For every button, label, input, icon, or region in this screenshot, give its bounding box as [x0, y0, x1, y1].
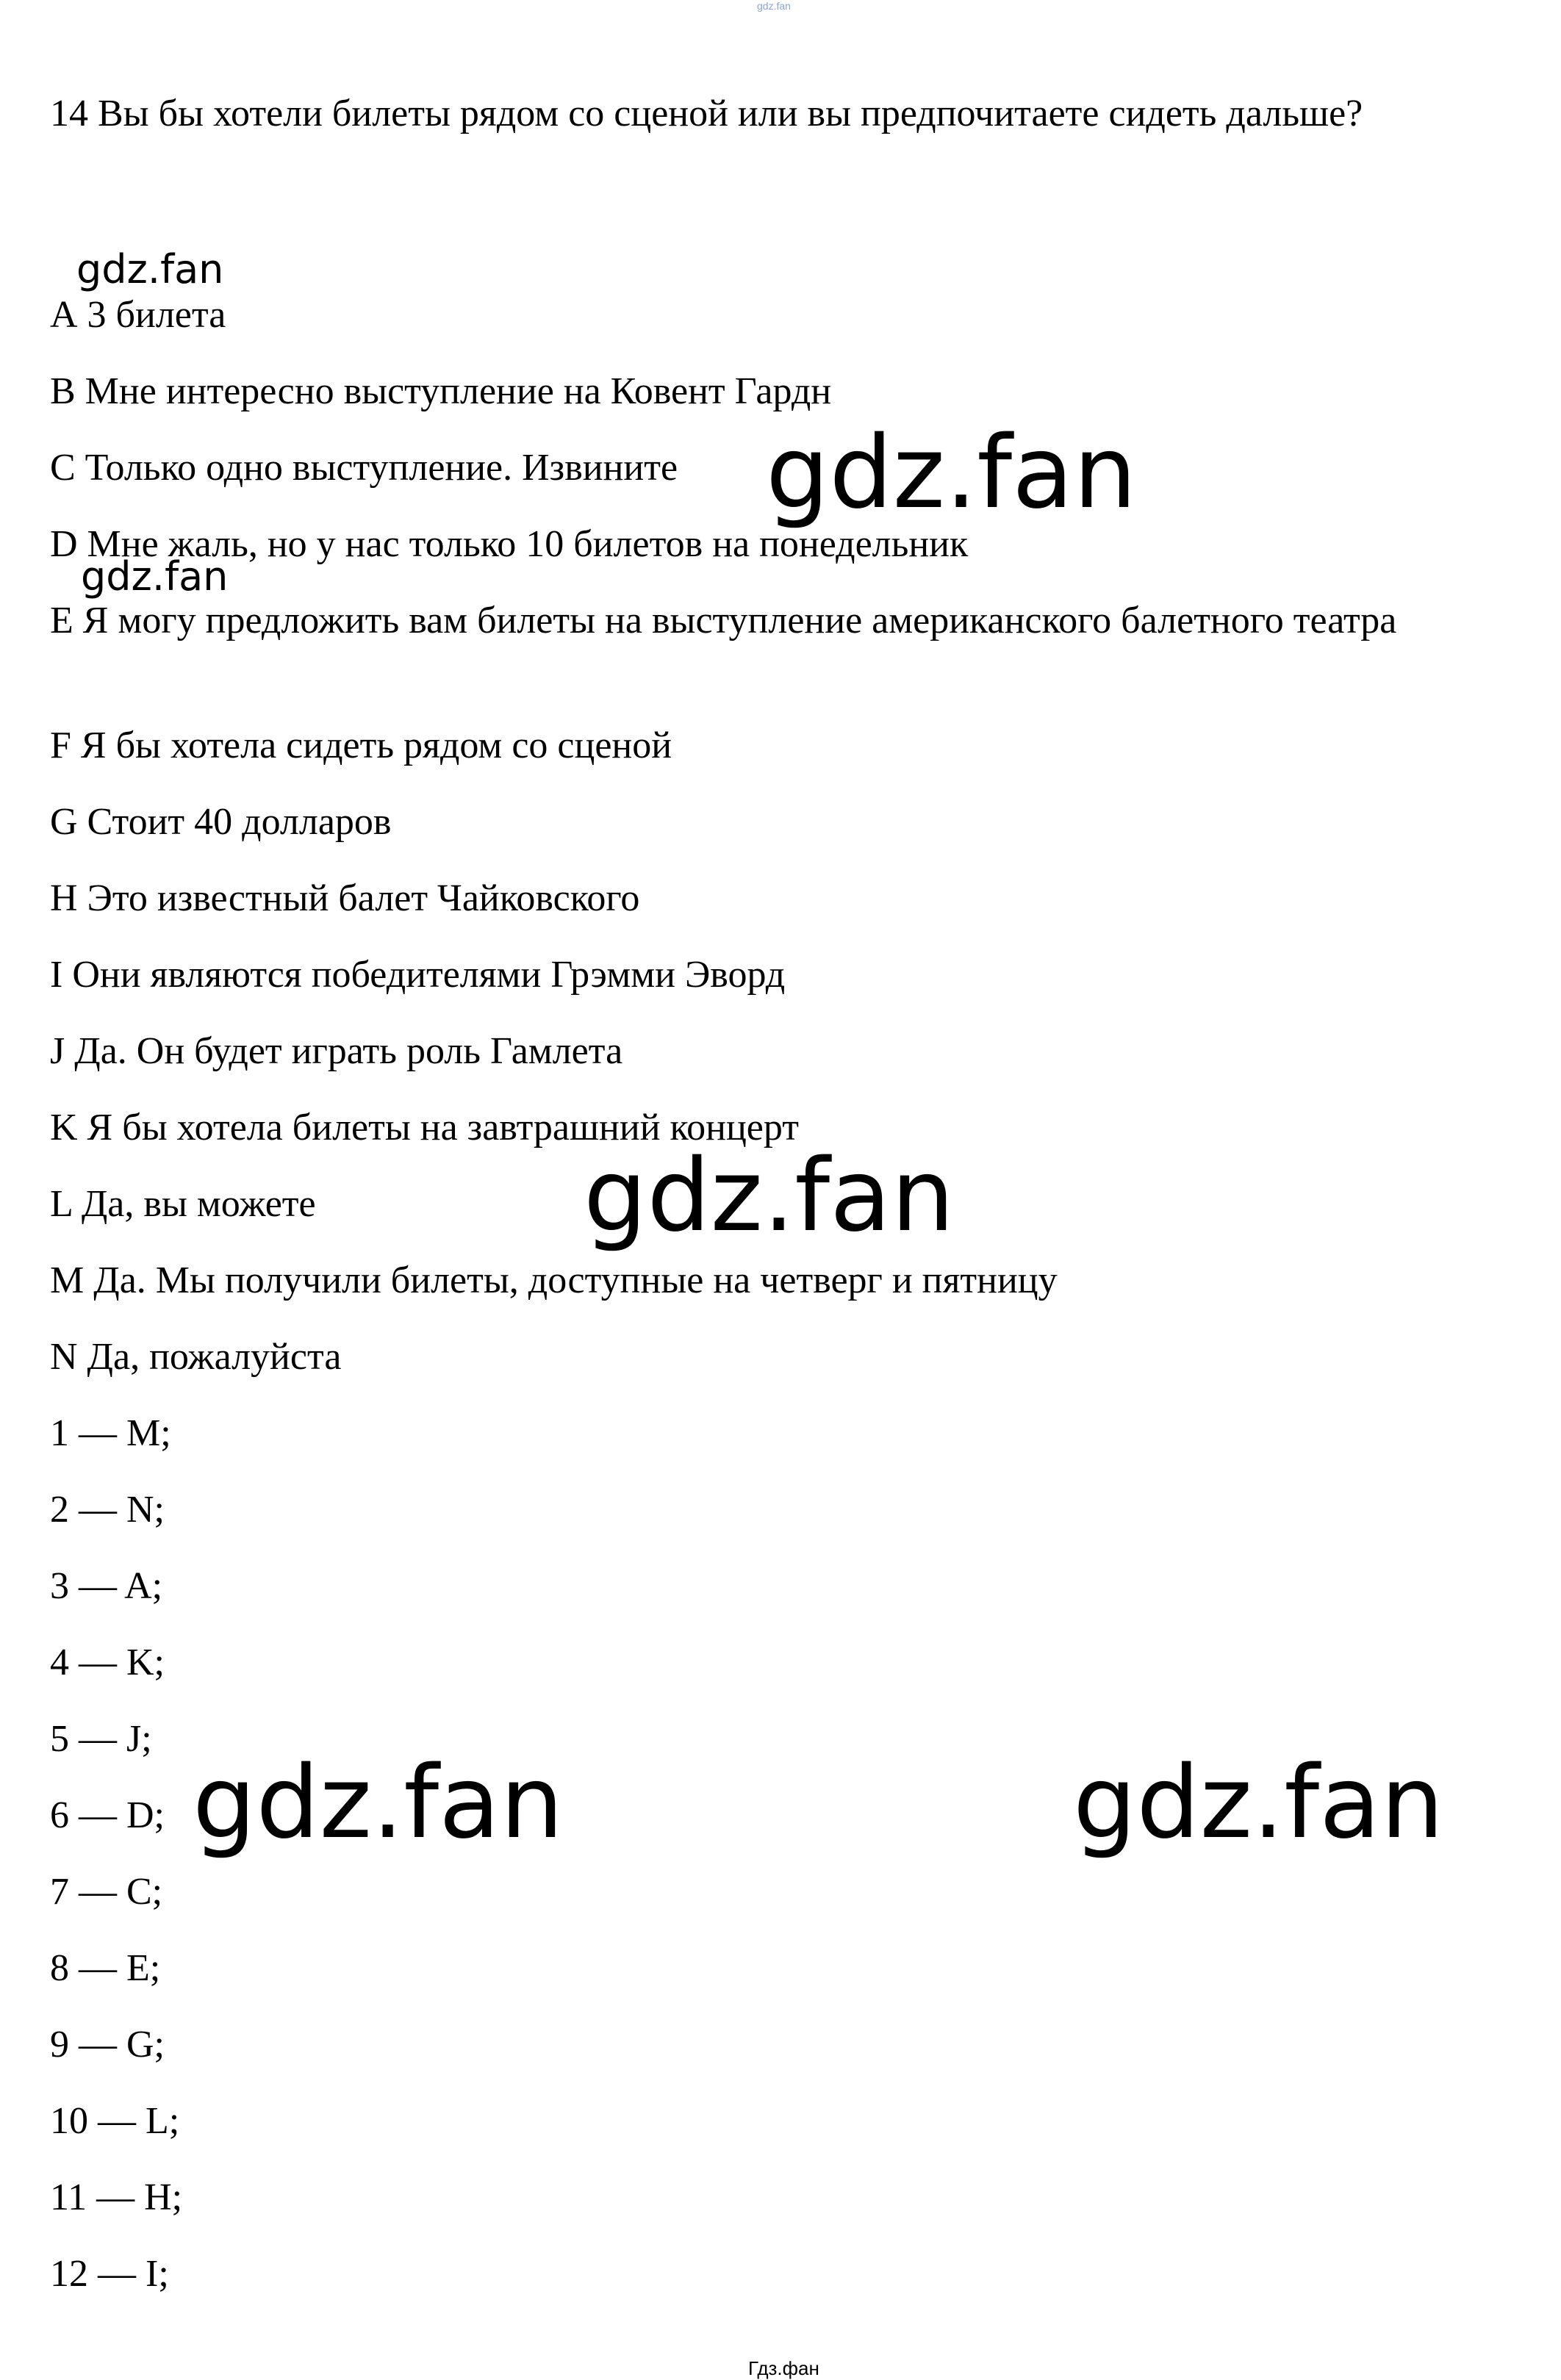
watermark-large-2: gdz.fan	[584, 1138, 955, 1254]
option-item-e: E Я могу предложить вам билеты на выступление американского балетного театра	[50, 600, 1397, 641]
option-item-b: B Мне интересно выступление на Ковент Гардн	[50, 370, 832, 412]
option-item-f: F Я бы хотела сидеть рядом со сценой	[50, 725, 672, 766]
answer-item-1: 1 — M;	[50, 1412, 171, 1454]
option-item-c: C Только одно выступление. Извините	[50, 447, 678, 489]
option-item-l: L Да, вы можете	[50, 1183, 316, 1225]
option-item-a: А 3 билета	[50, 294, 226, 336]
watermark-large-1: gdz.fan	[766, 415, 1137, 531]
answer-item-9: 9 — G;	[50, 2024, 165, 2066]
answer-item-10: 10 — L;	[50, 2100, 180, 2142]
answer-item-5: 5 — J;	[50, 1718, 152, 1760]
option-item-d: D Мне жаль, но у нас только 10 билетов на понедельник	[50, 523, 969, 565]
watermark-small-1: gdz.fan	[76, 246, 224, 292]
option-item-n: N Да, пожалуйста	[50, 1336, 342, 1378]
option-item-i: I Они являются победителями Грэмми Эворд	[50, 954, 786, 996]
answer-item-12: 12 — I;	[50, 2253, 169, 2295]
answer-item-7: 7 — C;	[50, 1871, 163, 1913]
option-item-j: J Да. Он будет играть роль Гамлета	[50, 1030, 623, 1072]
watermark-large-3: gdz.fan	[193, 1745, 564, 1861]
question-text: 14 Вы бы хотели билеты рядом со сценой или вы предпочитаете сидеть дальше?	[50, 93, 1363, 134]
option-item-k: K Я бы хотела билеты на завтрашний концерт	[50, 1107, 799, 1148]
answer-item-4: 4 — K;	[50, 1642, 165, 1683]
answer-item-2: 2 — N;	[50, 1489, 165, 1531]
option-item-h: H Это известный балет Чайковского	[50, 877, 640, 919]
option-item-g: G Стоит 40 долларов	[50, 801, 392, 843]
watermark-large-4: gdz.fan	[1073, 1745, 1444, 1861]
answer-item-3: 3 — A;	[50, 1565, 163, 1607]
answer-item-6: 6 — D;	[50, 1794, 165, 1836]
footer-text: Гдз.фан	[748, 2357, 819, 2379]
option-item-m: M Да. Мы получили билеты, доступные на четверг и пятницу	[50, 1259, 1058, 1301]
answer-item-11: 11 — H;	[50, 2176, 183, 2218]
top-watermark: gdz.fan	[757, 0, 791, 12]
watermark-small-2: gdz.fan	[81, 553, 229, 600]
answer-item-8: 8 — E;	[50, 1947, 161, 1989]
